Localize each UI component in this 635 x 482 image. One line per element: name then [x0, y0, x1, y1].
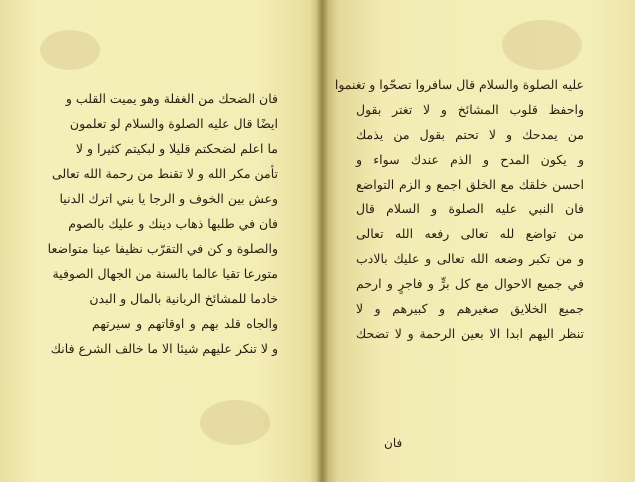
text-line: فان الضحك من الغفلة وهو يميت القلب و: [65, 91, 278, 106]
catchword: فان: [384, 436, 403, 450]
text-line: عليه الصلوة والسلام قال سافروا تصحّوا و تغنموا: [334, 77, 584, 92]
right-page-text: [334, 73, 584, 347]
text-line: و من تكبر وضعه الله تعالى و عليك بالادب: [356, 251, 584, 267]
paper-stain: [200, 400, 270, 445]
paper-stain: [40, 30, 100, 70]
text-line: تنظر اليهم ابدا الا بعين الرحمة و لا تضحك: [356, 325, 584, 341]
text-line: تأمن مكر الله و لا تقنط من رحمة الله تعالى: [51, 166, 278, 181]
text-line: واحفظ قلوب المشائخ و لا تغتر بقول: [356, 101, 584, 117]
book-gutter: [316, 0, 328, 482]
right-page: [322, 0, 635, 482]
text-line: والجاه قلد بهم و اوقاتهم و سيرتهم: [92, 316, 278, 331]
text-line: فان النبي عليه الصلوة و السلام قال: [356, 201, 584, 217]
text-line: من تواضع لله تعالى رفعه الله تعالى: [356, 226, 584, 242]
text-line: والصلوة و كن في التقرّب نظيفا عينا متواضعا: [47, 241, 278, 256]
paper-stain: [502, 20, 582, 70]
text-line: خادما للمشائخ الربانية بالمال و البدن: [89, 291, 278, 306]
text-line: من يمدحك و لا تحتم بقول من يذمك: [356, 126, 584, 142]
text-line: فان في طلبها ذهاب دينك و عليك بالصوم: [68, 216, 278, 231]
left-page-text: [47, 86, 278, 361]
text-line: متورعا تقيا عالما بالسنة من الجهال الصوفية: [52, 266, 278, 281]
text-line: جميع الخلايق صغيرهم و كبيرهم و لا: [356, 301, 584, 317]
text-line: وعش بين الخوف و الرجا يا بني اترك الدنيا: [59, 191, 278, 206]
text-line: ايضًا قال عليه الصلوة والسلام لو تعلمون: [69, 116, 278, 131]
text-line: ما اعلم لضحكتم قليلا و لبكيتم كثيرا و لا: [75, 141, 278, 156]
text-line: و يكون المدح و الذم عندك سواء و: [356, 151, 584, 167]
text-line: في جميع الاحوال مع كل برٍّ و فاجرٍ و ارحم: [356, 276, 584, 292]
text-line: و لا تنكر عليهم شيئا الا ما خالف الشرع فانك: [50, 341, 278, 356]
text-line: احسن خلقك مع الخلق اجمع و الزم التواضع: [356, 176, 584, 192]
